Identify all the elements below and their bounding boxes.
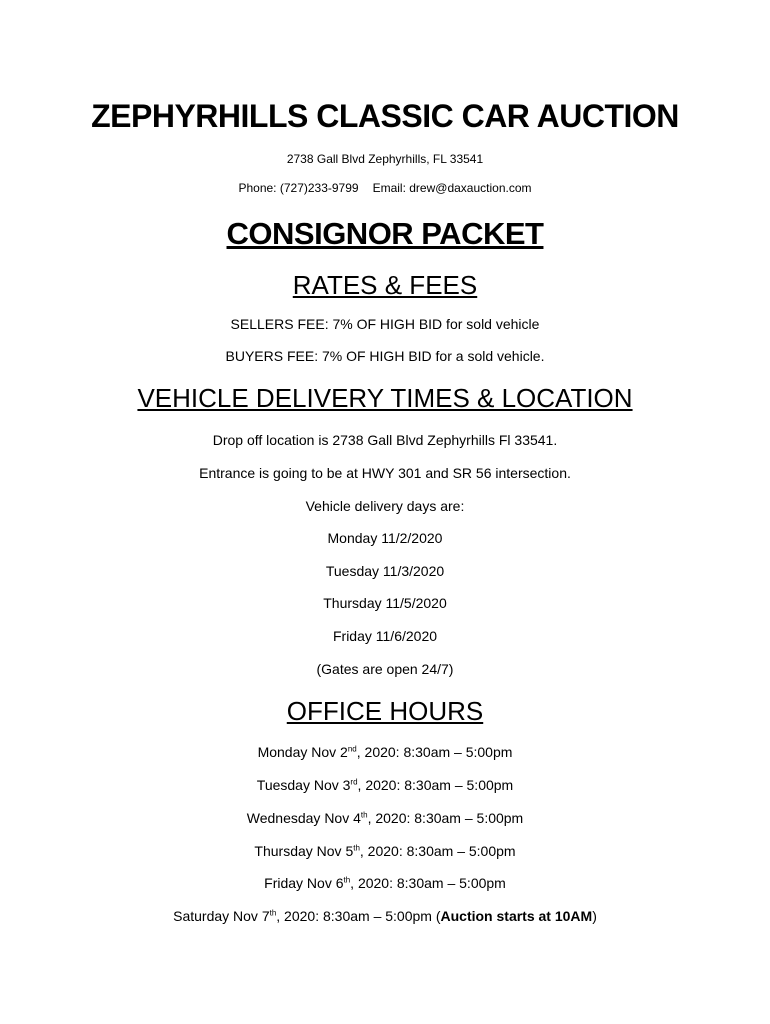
email-address: Email: drew@daxauction.com	[372, 181, 532, 195]
office-hours-row: Tuesday Nov 3rd, 2020: 8:30am – 5:00pm	[256, 777, 514, 793]
delivery-day: Tuesday 11/3/2020	[325, 563, 445, 579]
rates-heading: RATES & FEES	[292, 270, 478, 300]
auction-start-note: Auction starts at 10AM	[440, 908, 593, 924]
delivery-day: Thursday 11/5/2020	[323, 595, 447, 611]
office-hours-saturday: Saturday Nov 7th, 2020: 8:30am – 5:00pm (Auction starts at 10AM)	[173, 908, 597, 924]
buyers-fee: BUYERS FEE: 7% OF HIGH BID for a sold vehicle.	[225, 348, 545, 364]
phone-number: Phone: (727)233-9799	[238, 181, 359, 195]
office-hours-heading: OFFICE HOURS	[286, 696, 484, 726]
office-hours-row: Monday Nov 2nd, 2020: 8:30am – 5:00pm	[257, 744, 513, 760]
auction-address: 2738 Gall Blvd Zephyrhills, FL 33541	[286, 152, 484, 166]
delivery-days-intro: Vehicle delivery days are:	[305, 498, 465, 514]
office-hours-row: Wednesday Nov 4th, 2020: 8:30am – 5:00pm	[246, 810, 524, 826]
office-hours-row: Friday Nov 6th, 2020: 8:30am – 5:00pm	[264, 875, 506, 891]
gates-note: (Gates are open 24/7)	[316, 661, 454, 677]
delivery-heading: VEHICLE DELIVERY TIMES & LOCATION	[137, 383, 633, 413]
packet-title: CONSIGNOR PACKET	[226, 216, 544, 251]
auction-title: ZEPHYRHILLS CLASSIC CAR AUCTION	[91, 98, 679, 134]
delivery-day: Monday 11/2/2020	[327, 530, 443, 546]
office-hours-row: Thursday Nov 5th, 2020: 8:30am – 5:00pm	[254, 843, 516, 859]
sellers-fee: SELLERS FEE: 7% OF HIGH BID for sold vehicle	[230, 316, 540, 332]
dropoff-location: Drop off location is 2738 Gall Blvd Zephyrhills Fl 33541.	[212, 432, 558, 448]
entrance-info: Entrance is going to be at HWY 301 and SR 56 intersection.	[199, 465, 571, 481]
delivery-day: Friday 11/6/2020	[332, 628, 438, 644]
contact-line	[0, 181, 770, 195]
